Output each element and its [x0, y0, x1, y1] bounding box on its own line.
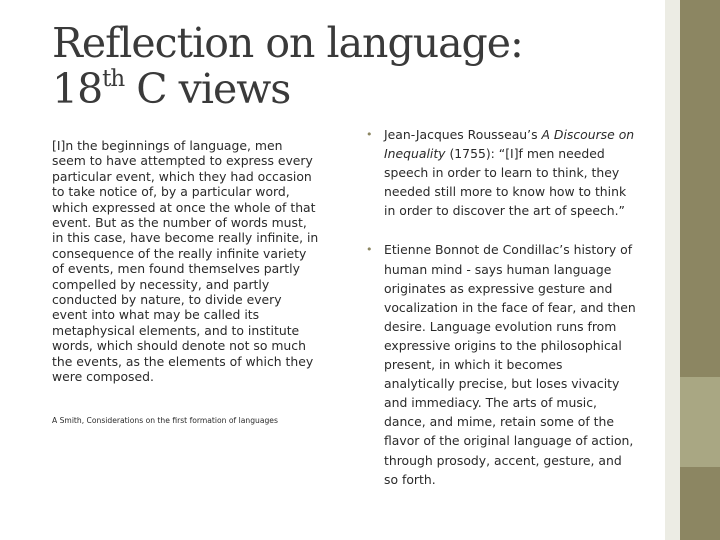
bullet-condillac — [366, 240, 636, 488]
side-panel-light — [665, 0, 680, 540]
slide-title — [52, 20, 552, 112]
bullet-text-italic: A Discourse on Inequality — [384, 127, 635, 162]
bullet-text-before: Jean-Jacques Rousseau’s — [384, 127, 542, 142]
side-panel-accent — [680, 377, 720, 467]
bullet-text-after: (1755): “[I]f men needed speech in order to learn to think, they needed still more to know how to think in order to discover the art of speech.” — [384, 146, 627, 219]
title-line1: Reflection on language: — [52, 19, 523, 67]
bullet-rousseau — [366, 125, 636, 220]
bullet-marker: • — [366, 243, 373, 257]
bullet-marker: • — [366, 128, 373, 141]
title-superscript: th — [102, 66, 125, 92]
title-number: 18 — [52, 65, 103, 113]
bullet-text: Etienne Bonnot de Condillac’s history of human mind - says human language originates as expressive gesture and vocalization in the face of fear, and then desire. Language evolution runs from expressive origins to the philosophical present, in which it becomes analytically precise, but loses vivacity and immediacy. The arts of music, dance, and mime, retain some of the flavor of the original language of action, through prosody, accent, gesture, and so forth. — [384, 242, 636, 487]
title-rest: C views — [124, 65, 291, 113]
quote-citation: A Smith, Considerations on the first formation of languages — [52, 416, 278, 425]
bullet-list — [366, 125, 636, 509]
smith-quote: [I]n the beginnings of language, men seem to have attempted to express every particular event, which they had occasion to take notice of, by a particular word, which expressed at once the whole of that event. But as the number of words must, in this case, have become really infinite, in consequence of the really infinite variety of events, men found themselves partly compelled by necessity, and partly conducted by nature, to divide every event into what may be called its metaphysical elements, and to institute words, which should denote not so much the events, as the elements of which they were composed. — [52, 138, 319, 385]
